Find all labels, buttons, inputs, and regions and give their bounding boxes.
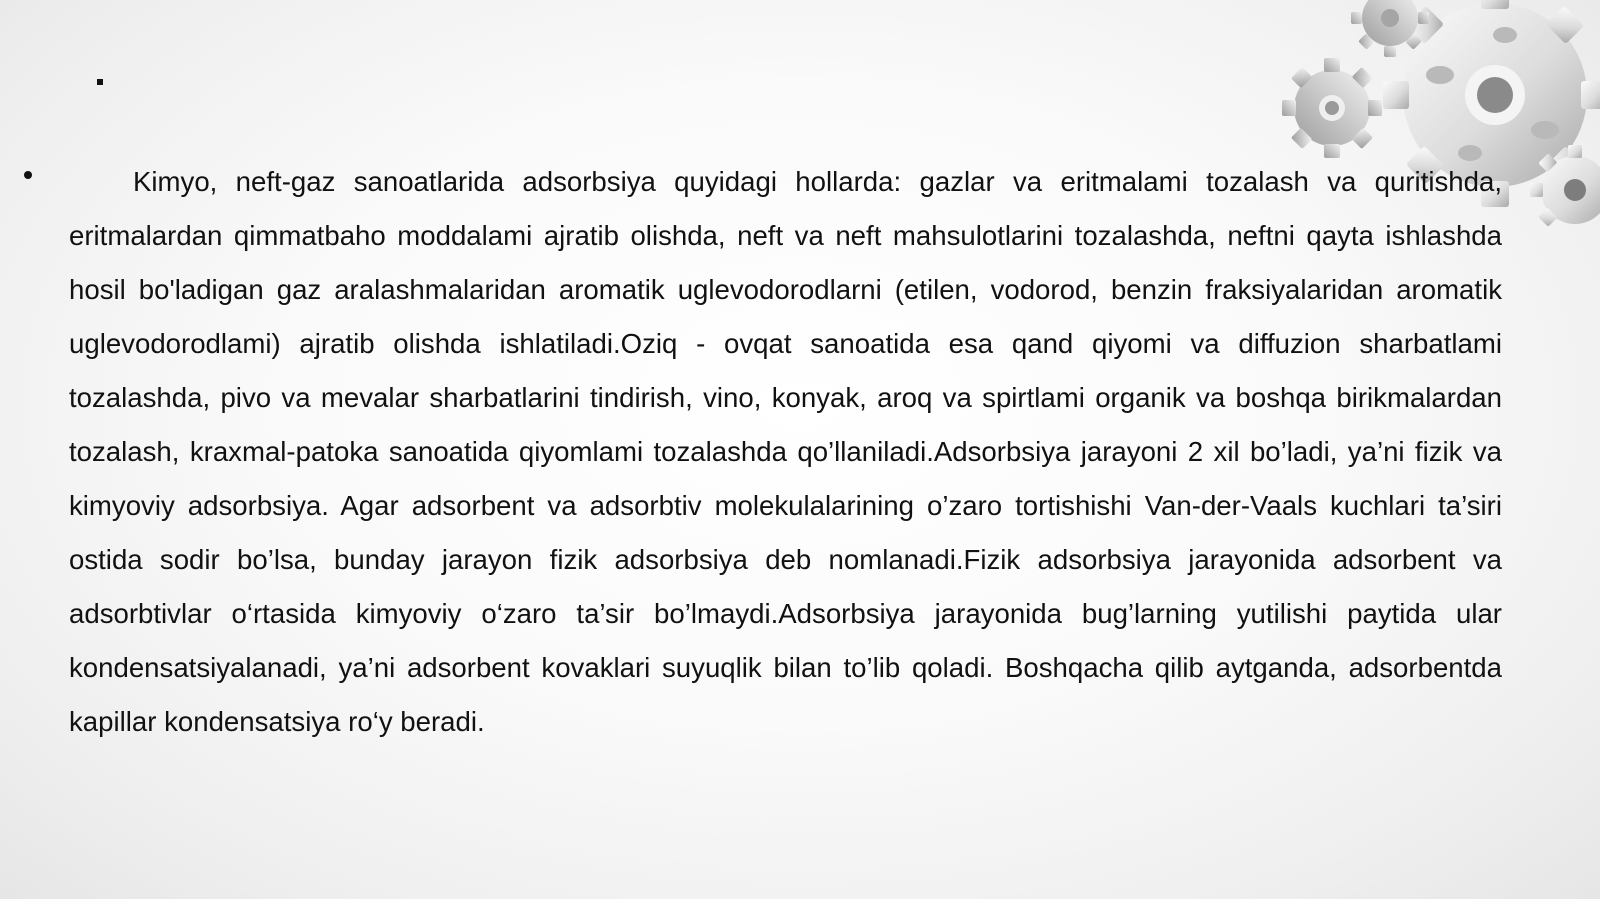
body-paragraph: Kimyo, neft-gaz sanoatlarida adsorbsiya quyidagi hollarda: gazlar va eritmalami tozalash va quritishda, eritmalardan qimmatbaho moddalami ajratib olishda, neft va neft mahsulotlarini tozalashda, neftni qayta ishlashda hosil bo'ladigan gaz aralashmalaridan aromatik uglevodorodlarni (etilen, vodorod, benzin fraksiyalaridan aromatik uglevodorodlami) ajratib olishda ishlatiladi.Oziq - ovqat sanoatida esa qand qiyomi va diffuzion sharbatlami tozalashda, pivo va mevalar sharbatlarini tindirish, vino, konyak, aroq va spirtlami organik va boshqa birikmalardan tozalash, kraxmal-patoka sanoatida qiyomlami tozalashda qo’llaniladi.Adsorbsiya jarayoni 2 xil bo’ladi, ya’ni fizik va kimyoviy adsorbsiya. Agar adsorbent va adsorbtiv molekulalarining o’zaro tortishishi Van-der-Vaals kuchlari ta’siri ostida sodir bo’lsa, bunday jarayon fizik adsorbsiya deb nomlanadi.Fizik adsorbsiya jarayonida adsorbent va adsorbtivlar o‘rtasida kimyoviy o‘zaro ta’sir bo’lmaydi.Adsorbsiya jarayonida bug’larning yutilishi paytida ular kondensatsiyalanadi, ya’ni adsorbent kovaklari suyuqlik bilan to’lib qoladi. Boshqacha qilib aytganda, adsorbentda kapillar kondensatsiya ro‘y beradi. [69, 166, 1502, 737]
round-bullet-icon [24, 171, 32, 179]
square-bullet-icon [97, 79, 103, 85]
